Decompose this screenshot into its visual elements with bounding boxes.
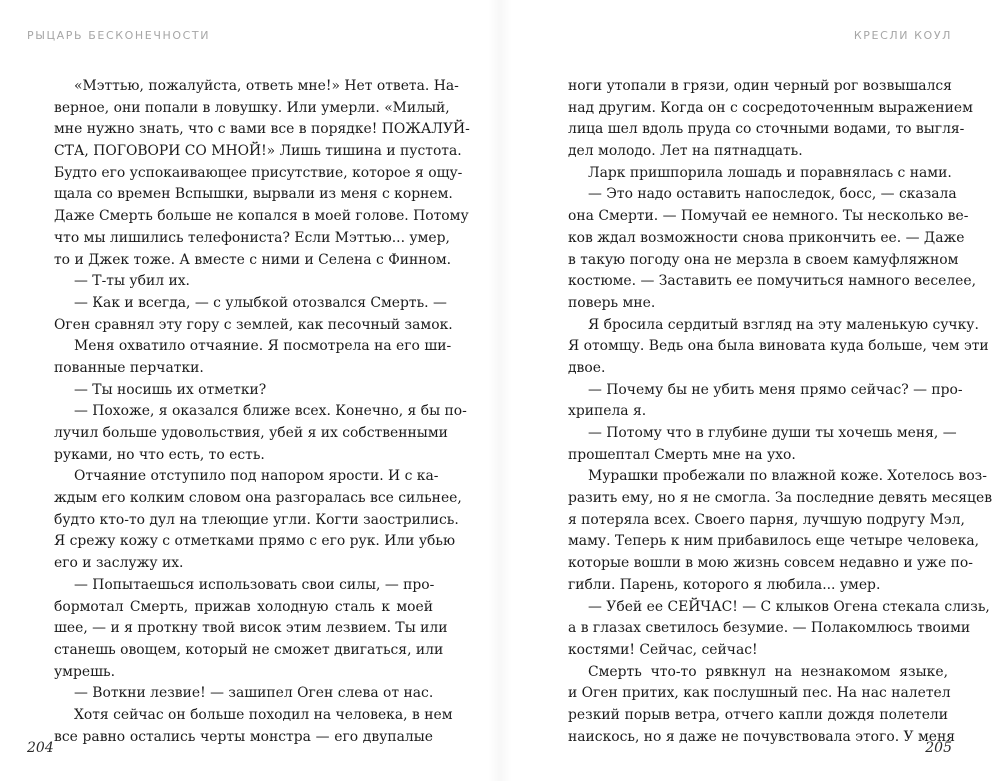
text-line: костюме. — Заставить ее помучиться намного веселее, <box>568 273 977 290</box>
text-line: — Т-ты убил их. <box>74 273 190 290</box>
text-line: Оген сравнял эту гору с землей, как песочный замок. <box>54 316 453 333</box>
text-line: СТА, ПОГОВОРИ СО МНОЙ!» Лишь тишина и пустота. <box>54 143 462 160</box>
text-line: щала со времен Вспышки, вырвали из меня с корнем. <box>54 186 453 203</box>
text-line: двое. <box>568 359 606 376</box>
text-line: — Почему бы не убить меня прямо сейчас? — про- <box>588 381 963 398</box>
running-head-book-title: РЫЦАРЬ БЕСКОНЕЧНОСТИ <box>27 29 211 42</box>
text-line: ноги утопали в грязи, один черный рог возвышался <box>568 78 952 94</box>
text-line: Меня охватило отчаяние. Я посмотрела на его ши- <box>74 338 452 355</box>
text-line: Мурашки пробежали по влажной коже. Хотелось воз- <box>588 468 987 485</box>
text-line: — Ты носишь их отметки? <box>74 381 267 398</box>
text-line: в такую погоду она не мерзла в своем камуфляжном <box>568 251 959 268</box>
text-line: «Мэттью, пожалуйста, ответь мне!» Нет ответа. На- <box>74 78 459 94</box>
text-line: — Воткни лезвие! — зашипел Оген слева от нас. <box>74 685 434 702</box>
text-line: Даже Смерть больше не копался в моей голове. Потому <box>54 208 469 225</box>
text-line: костями! Сейчас, сейчас! <box>568 641 758 658</box>
text-line: шее, — и я проткну твой висок этим лезвием. Ты или <box>54 620 448 637</box>
text-line: Я отомщу. Ведь она была виновата куда больше, чем эти <box>568 338 989 355</box>
text-line: ков ждал возможности снова прикончить ее. — Даже <box>568 229 965 246</box>
text-line: все равно остались черты монстра — его двупалые <box>54 728 433 745</box>
text-line: маму. Теперь к ним прибавилось еще четыре человека, <box>568 533 980 550</box>
left-page-body-text <box>54 76 470 748</box>
text-line: дел молодо. Лет на пятнадцать. <box>568 143 803 160</box>
text-line: ждым его колким словом она разгоралась все сильнее, <box>54 490 462 507</box>
text-line: прошептал Смерть мне на ухо. <box>568 446 796 463</box>
text-line: — Это надо оставить напоследок, босс, — сказала <box>588 186 957 203</box>
text-line: над другим. Когда он с сосредоточенным выражением <box>568 99 973 116</box>
text-line: разить ему, но я не смогла. За последние девять месяцев <box>568 490 993 507</box>
text-line: Смерть что-то рявкнул на незнакомом языке, <box>588 663 948 680</box>
text-line: наискось, но я даже не почувствовала этого. У меня <box>568 728 956 745</box>
text-line: — Убей ее СЕЙЧАС! — С клыков Огена стекала слизь, <box>588 598 990 615</box>
text-line: пованные перчатки. <box>54 359 204 376</box>
text-line: лица шел вдоль пруда со сточными водами, то выгля- <box>568 121 965 138</box>
text-line: а в глазах светилось безумие. — Полакомлюсь твоими <box>568 620 971 637</box>
running-head-author: КРЕСЛИ КОУЛ <box>853 29 952 42</box>
text-line: Будто его успокаивающее присутствие, которое я ощу- <box>54 164 463 181</box>
text-line: что мы лишились телефониста? Если Мэттью... умер, <box>54 229 450 246</box>
text-line: — Потому что в глубине души ты хочешь меня, — <box>588 425 957 441</box>
right-page <box>500 0 1000 781</box>
text-line: Отчаяние отступило под напором ярости. И с ка- <box>74 468 439 485</box>
text-line: я потеряла всех. Своего парня, лучшую подругу Мэл, <box>568 511 965 528</box>
text-line: гибли. Парень, которого я любила... умер. <box>568 576 881 593</box>
text-line: бормотал Смерть, прижав холодную сталь к моей <box>54 598 433 615</box>
text-line: будто кто-то дул на тлеющие угли. Когти заострились. <box>54 511 459 528</box>
text-line: поверь мне. <box>568 294 656 311</box>
page-number-right: 205 <box>925 740 952 756</box>
text-line: Я бросила сердитый взгляд на эту маленькую сучку. <box>588 316 979 333</box>
text-line: — Похоже, я оказался ближе всех. Конечно, я бы по- <box>74 403 467 420</box>
text-line: лучил больше удовольствия, убей я их собственными <box>54 425 448 441</box>
text-line: Хотя сейчас он больше походил на человека, в нем <box>74 706 453 723</box>
text-line: мне нужно знать, что с вами все в порядке! ПОЖАЛУЙ- <box>54 121 470 138</box>
text-line: станешь овощем, который не сможет двигаться, или <box>54 641 444 658</box>
text-line: резкий порыв ветра, отчего капли дождя полетели <box>568 706 948 723</box>
text-line: руками, но что есть, то есть. <box>54 446 265 463</box>
text-line: Я срежу кожу с отметками прямо с его рук. Или убью <box>54 533 456 550</box>
text-line: и Оген притих, как послушный пес. На нас налетел <box>568 685 951 702</box>
text-line: она Смерти. — Помучай ее немного. Ты несколько ве- <box>568 208 969 225</box>
page-number-left: 204 <box>27 740 54 756</box>
text-line: — Попытаешься использовать свои силы, — про- <box>74 576 435 593</box>
text-line: — Как и всегда, — с улыбкой отозвался Смерть. — <box>74 294 447 311</box>
text-line: его и заслужу их. <box>54 555 184 572</box>
text-line: которые вошли в мою жизнь совсем недавно и уже по- <box>568 555 973 572</box>
text-line: умрешь. <box>54 663 115 680</box>
text-line: то и Джек тоже. А вместе с ними и Селена с Финном. <box>54 251 452 268</box>
text-line: Ларк пришпорила лошадь и поравнялась с нами. <box>588 164 952 181</box>
text-line: верное, они попали в ловушку. Или умерли. «Милый, <box>54 99 450 116</box>
text-line: хрипела я. <box>568 403 647 420</box>
